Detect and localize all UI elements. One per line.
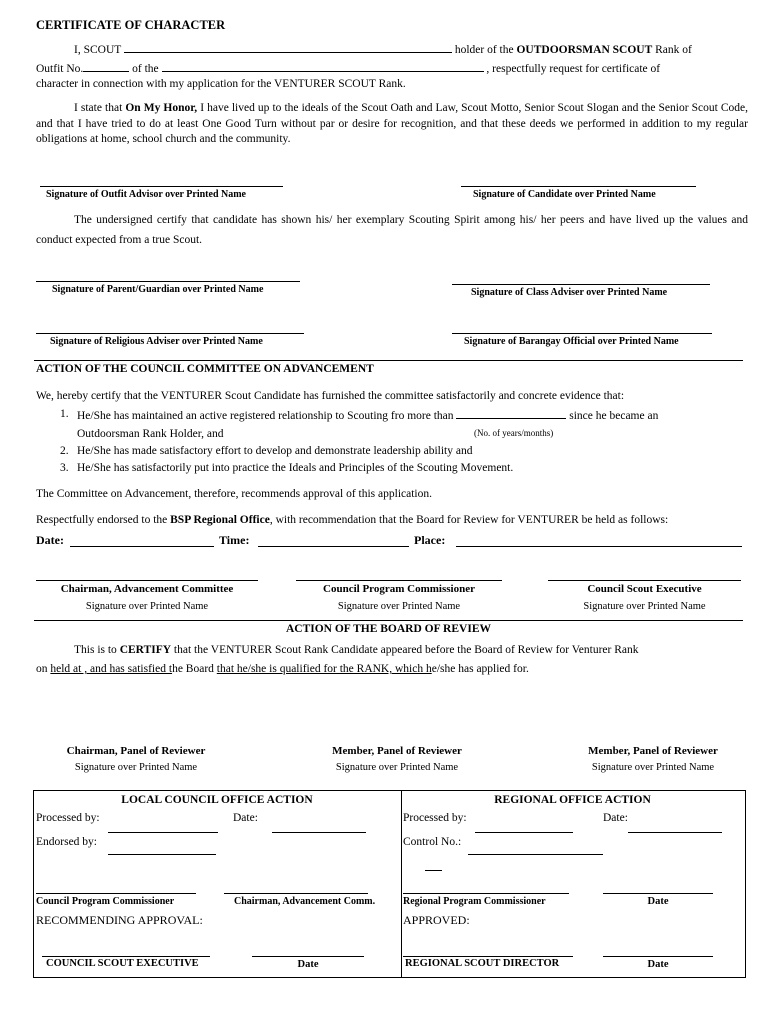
cpc-line[interactable]: [36, 893, 196, 894]
class-adviser-signature-line[interactable]: [452, 284, 710, 285]
board-line-1: This is to CERTIFY that the VENTURER Scout Rank Candidate appeared before the Board of Review for Venturer Rank: [74, 644, 639, 656]
barangay-signature-line[interactable]: [452, 333, 712, 334]
religious-adviser-signature-line[interactable]: [36, 333, 304, 334]
local-date2-line[interactable]: [252, 956, 364, 957]
approved-label: APPROVED:: [403, 913, 470, 927]
item-3-number: 3.: [60, 462, 69, 474]
honor-paragraph: I state that On My Honor, I have lived up to the ideals of the Scout Oath and Law, Scout Motto, Senior Scout Slogan and the Senior Scout Code, and that I have tried to do at least One Good Turn without par or desire for recognition, and that these deeds we performed in addition to my regular obligations at home, school church and the community.: [36, 102, 748, 146]
rpc-label: Regional Program Commissioner: [403, 896, 546, 907]
chair-comm-line[interactable]: [224, 893, 368, 894]
place-label: Place:: [414, 533, 446, 547]
years-months-field[interactable]: [456, 407, 566, 419]
barangay-signature-label: Signature of Barangay Official over Printed Name: [464, 336, 679, 347]
time-label: Time:: [219, 533, 250, 547]
regional-date2-line[interactable]: [603, 956, 713, 957]
outfit-advisor-signature-line[interactable]: [40, 186, 283, 187]
cse-label: COUNCIL SCOUT EXECUTIVE: [46, 958, 199, 969]
council-intro: We, hereby certify that the VENTURER Scout Candidate has furnished the committee satisfactorily and concrete evidence that:: [36, 390, 625, 402]
item-1-text: He/She has maintained an active registered relationship to Scouting fro more than since he became an: [77, 407, 658, 425]
office-action-divider: [401, 790, 402, 977]
outfit-advisor-signature-label: Signature of Outfit Advisor over Printed Name: [46, 189, 246, 200]
council-program-commissioner-sub: Signature over Printed Name: [337, 601, 461, 612]
recommend-text: The Committee on Advancement, therefore, recommends approval of this application.: [36, 488, 432, 500]
parent-signature-label: Signature of Parent/Guardian over Printed Name: [52, 284, 264, 295]
regional-date-label: Date:: [603, 812, 628, 824]
board-heading: ACTION OF THE BOARD OF REVIEW: [285, 623, 491, 635]
council-program-commissioner-line[interactable]: [296, 580, 502, 581]
regional-date-line-label: Date: [647, 896, 669, 907]
certify-paragraph: The undersigned certify that candidate has shown his/ her exemplary Scouting Spirit among his/ her peers and have lived up the values and conduct expected from a true Scout.: [36, 214, 748, 247]
cpc-label: Council Program Commissioner: [36, 896, 175, 907]
rsd-label: REGIONAL SCOUT DIRECTOR: [405, 958, 560, 969]
council-heading: ACTION OF THE COUNCIL COMMITTEE ON ADVANCEMENT: [36, 363, 374, 375]
local-processed-label: Processed by:: [36, 812, 100, 824]
chairman-panel-sub: Signature over Printed Name: [74, 762, 198, 773]
control-no-label: Control No.:: [403, 836, 462, 848]
recommending-label: RECOMMENDING APPROVAL:: [36, 913, 203, 927]
regional-date-line[interactable]: [603, 893, 713, 894]
item-1-number: 1.: [60, 408, 69, 420]
member-panel-2-sub: Signature over Printed Name: [591, 762, 715, 773]
section-divider: [34, 360, 743, 361]
item-1-continuation: Outdoorsman Rank Holder, and: [77, 428, 224, 440]
board-divider: [34, 620, 743, 621]
member-panel-1-title: Member, Panel of Reviewer: [332, 745, 462, 757]
date-label: Date:: [36, 533, 64, 547]
outfit-name-field[interactable]: [162, 60, 484, 72]
page-title: CERTIFICATE OF CHARACTER: [36, 18, 226, 32]
control-no-field[interactable]: [468, 854, 603, 855]
years-months-note: (No. of years/months): [474, 428, 554, 438]
candidate-signature-line[interactable]: [461, 186, 696, 187]
intro-line-1: I, SCOUT holder of the OUTDOORSMAN SCOUT Rank of: [74, 41, 692, 59]
regional-processed-field[interactable]: [475, 832, 573, 833]
endorse-text: Respectfully endorsed to the BSP Regional Office, with recommendation that the Board for Review for VENTURER be held as follows:: [36, 514, 669, 526]
item-3-text: He/She has satisfactorily put into practice the Ideals and Principles of the Scouting Movement.: [77, 462, 514, 474]
regional-date-field[interactable]: [628, 832, 722, 833]
council-scout-executive-sub: Signature over Printed Name: [583, 601, 706, 612]
religious-adviser-signature-label: Signature of Religious Adviser over Printed Name: [50, 336, 263, 347]
intro-line-2: Outfit No. of the , respectfully request for certificate of: [36, 60, 660, 78]
control-no-extra-field[interactable]: [425, 870, 442, 871]
council-scout-executive-title: Council Scout Executive: [587, 583, 702, 595]
local-date-label: Date:: [233, 812, 258, 824]
member-panel-1-sub: Signature over Printed Name: [335, 762, 459, 773]
rpc-line[interactable]: [403, 893, 569, 894]
local-date-field[interactable]: [272, 832, 366, 833]
class-adviser-signature-label: Signature of Class Adviser over Printed Name: [471, 287, 668, 298]
local-endorsed-label: Endorsed by:: [36, 836, 98, 848]
chairman-advancement-line[interactable]: [36, 580, 258, 581]
office-action-box: [33, 790, 746, 978]
regional-date2-label: Date: [647, 959, 669, 970]
date-field[interactable]: [70, 546, 214, 547]
local-processed-field[interactable]: [108, 832, 218, 833]
item-2-number: 2.: [60, 445, 69, 457]
local-endorsed-field[interactable]: [108, 854, 216, 855]
chairman-advancement-title: Chairman, Advancement Committee: [60, 583, 234, 595]
member-panel-2-title: Member, Panel of Reviewer: [588, 745, 718, 757]
regional-heading: REGIONAL OFFICE ACTION: [494, 794, 651, 806]
candidate-signature-label: Signature of Candidate over Printed Name: [473, 189, 656, 200]
chair-comm-label: Chairman, Advancement Comm.: [234, 896, 376, 907]
time-field[interactable]: [258, 546, 409, 547]
council-program-commissioner-title: Council Program Commissioner: [323, 583, 475, 595]
scout-name-field[interactable]: [124, 41, 452, 53]
regional-processed-label: Processed by:: [403, 812, 467, 824]
local-date2-label: Date: [297, 959, 319, 970]
board-line-2: on held at , and has satisfied the Board that he/she is qualified for the RANK, which he/she has applied for.: [36, 663, 529, 675]
item-2-text: He/She has made satisfactory effort to develop and demonstrate leadership ability and: [77, 445, 473, 457]
place-field[interactable]: [456, 546, 742, 547]
chairman-advancement-sub: Signature over Printed Name: [85, 601, 209, 612]
outfit-number-field[interactable]: [83, 60, 129, 72]
council-scout-executive-line[interactable]: [548, 580, 741, 581]
parent-signature-line[interactable]: [36, 281, 300, 282]
chairman-panel-title: Chairman, Panel of Reviewer: [66, 745, 206, 757]
local-heading: LOCAL COUNCIL OFFICE ACTION: [121, 794, 313, 806]
intro-line-3: character in connection with my application for the VENTURER SCOUT Rank.: [36, 78, 406, 90]
